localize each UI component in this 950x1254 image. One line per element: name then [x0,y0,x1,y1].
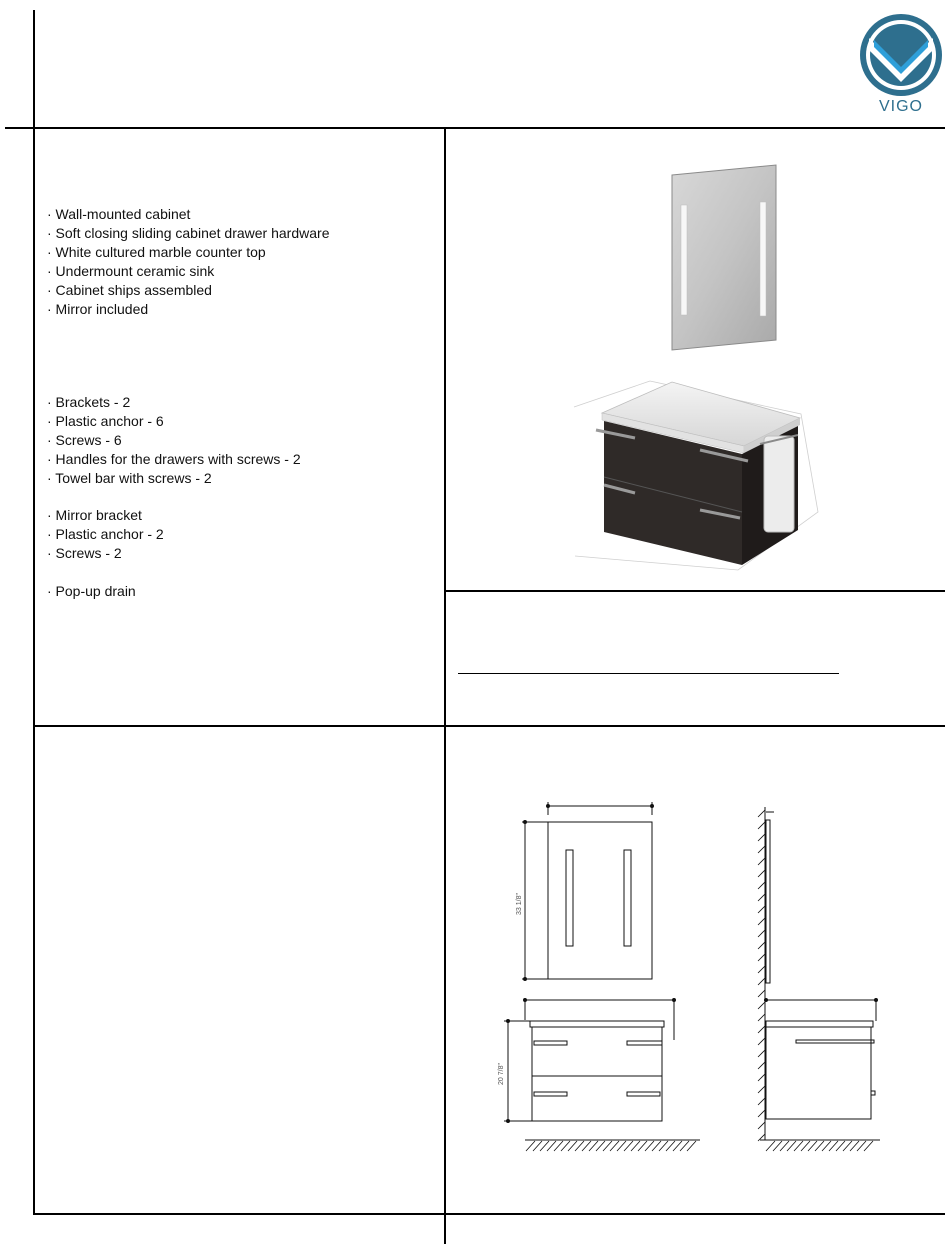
included-drain-list [47,582,136,601]
feature-list [47,205,329,318]
signature-line [458,673,839,674]
list-item: · Brackets - 2 [47,394,131,410]
mirror-height-label: 33 1/8" [516,893,523,915]
list-item: · Cabinet ships assembled [47,281,212,298]
vanity-front-view [504,998,700,1151]
included-cabinet-list [47,393,301,488]
list-item: · White cultured marble counter top [47,243,266,260]
side-view [758,807,880,1151]
middle-rule [33,725,945,727]
column-divider-rule [444,127,446,1244]
footer-rule [33,1213,945,1215]
list-item: · Undermount ceramic sink [47,262,215,279]
included-mirror-list [47,506,164,563]
list-item: · Mirror bracket [47,507,142,523]
list-item: · Pop-up drain [47,583,136,599]
list-item: · Screws - 6 [47,431,122,448]
mirror-front-view [522,802,654,981]
mirror-image [672,165,776,350]
dimension-drawing [490,795,900,1160]
header-bottom-rule [5,127,945,129]
product-photo [560,160,830,580]
list-item: · Soft closing sliding cabinet drawer hardware [47,224,330,241]
vigo-logo [858,12,944,118]
vanity-height-label: 20 7/8" [498,1063,505,1085]
list-item: · Handles for the drawers with screws - 2 [47,450,301,467]
list-item: · Towel bar with screws - 2 [47,469,212,486]
image-bottom-rule [444,590,945,592]
vanity-image [574,381,818,570]
vigo-logo-icon [858,12,944,98]
logo-text: VIGO [878,98,923,115]
list-item: · Plastic anchor - 6 [47,412,164,429]
list-item: · Plastic anchor - 2 [47,525,164,542]
list-item: · Screws - 2 [47,544,122,561]
left-margin-rule [33,10,35,1215]
list-item: · Wall-mounted cabinet [47,206,191,222]
list-item: · Mirror included [47,300,149,317]
